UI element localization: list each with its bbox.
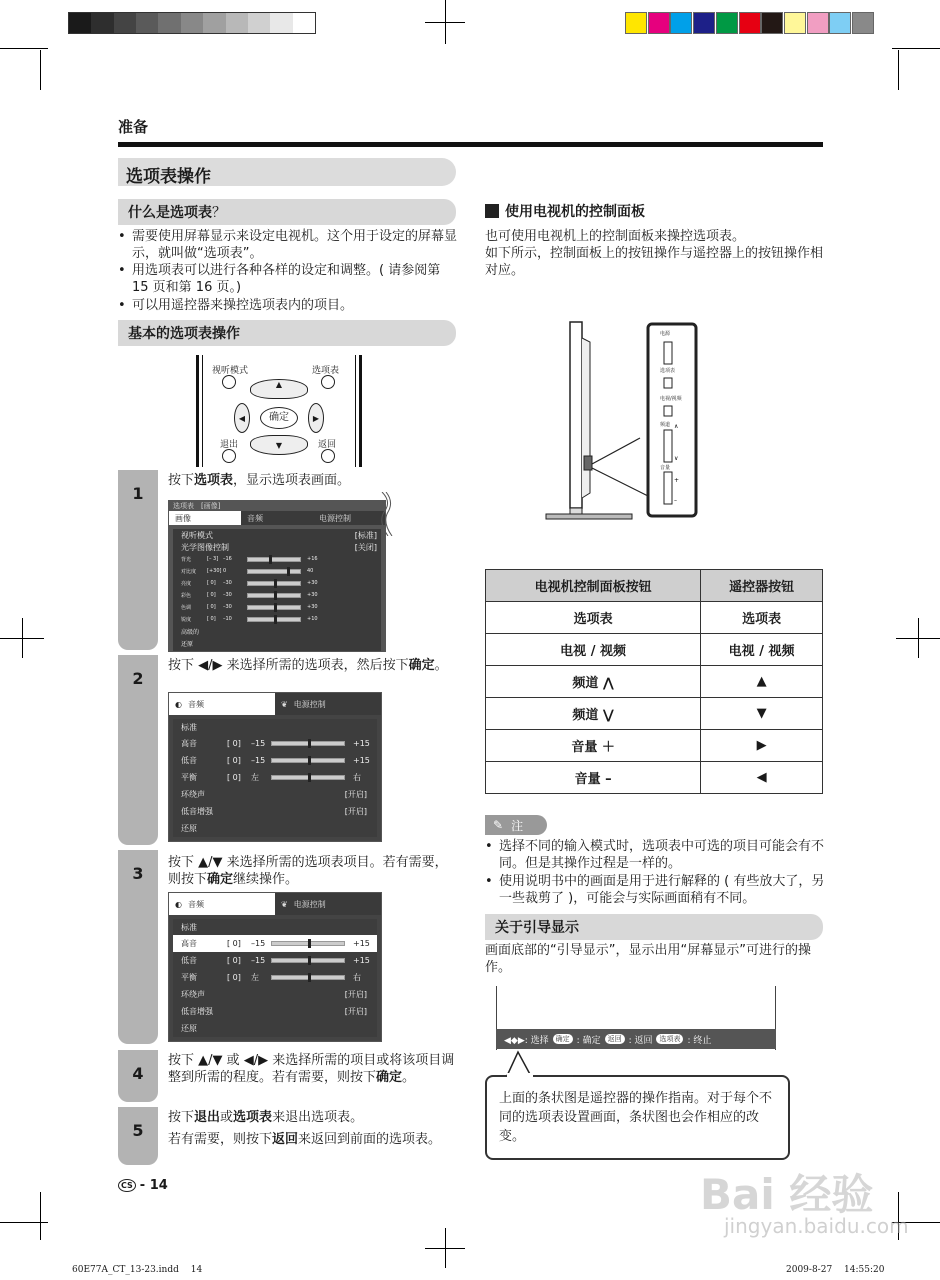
menu-row-value: [开启] bbox=[344, 1007, 367, 1016]
menu-row-value: [ 0] bbox=[227, 773, 241, 782]
menu-row bbox=[173, 1020, 377, 1037]
table-cell: 音量 ＋ bbox=[486, 730, 701, 762]
slider-min: –15 bbox=[251, 756, 266, 765]
guide-text: 画面底部的“引导显示”，显示出用“屏幕显示”可进行的操作。 bbox=[485, 943, 811, 975]
slider-track bbox=[247, 557, 301, 562]
menu-screenshot-audio-highlight bbox=[168, 892, 382, 1042]
exit-label: 退出 bbox=[220, 440, 239, 450]
step-tab-3 bbox=[118, 850, 158, 1044]
torn-edge-decoration bbox=[380, 492, 394, 536]
note-1: • 选择不同的输入模式时，选项表中可选的项目可能会有不同。但是其操作过程是一样的。 bbox=[485, 838, 825, 872]
menu-row-label: 还原 bbox=[181, 1024, 197, 1033]
audio-icon: ◐ bbox=[175, 899, 182, 909]
menu-slider-row bbox=[173, 952, 377, 969]
table-row bbox=[486, 634, 823, 666]
slider-min: –15 bbox=[251, 956, 266, 965]
menu-row-value: [关闭] bbox=[354, 542, 377, 552]
table-header: 电视机控制面板按钮 bbox=[486, 570, 701, 602]
tv-label-channel: 频道 bbox=[660, 422, 671, 428]
menu-row-value: [+30] bbox=[207, 568, 222, 574]
table-cell: 频道 ⋀ bbox=[486, 666, 701, 698]
menu-row-label: 平衡 bbox=[181, 973, 197, 982]
menu-row-value: [开启] bbox=[344, 990, 367, 999]
table-cell: 音量 – bbox=[486, 762, 701, 794]
slider-max: +15 bbox=[353, 739, 370, 748]
menu-slider-row bbox=[173, 752, 377, 769]
slider-min: –30 bbox=[223, 604, 232, 610]
tab-power: ❦ 电源控制 bbox=[275, 893, 381, 915]
menu-row-label: 对比度 bbox=[181, 568, 197, 575]
menu-row-label: 低音增强 bbox=[181, 807, 213, 816]
menu-row bbox=[173, 786, 377, 803]
table-cell: ◀ bbox=[701, 762, 823, 794]
tab-power: 电源控制 bbox=[313, 511, 385, 525]
basic-heading: 基本的选项表操作 bbox=[118, 320, 456, 346]
menu-slider-row bbox=[173, 735, 377, 752]
square-bullet-icon bbox=[485, 204, 499, 218]
menu-row-value: [ 0] bbox=[227, 739, 241, 748]
table-cell: ▶ bbox=[701, 730, 823, 762]
table-cell: 电视 / 视频 bbox=[486, 634, 701, 666]
slider-max: +30 bbox=[307, 580, 318, 586]
note-2: • 使用说明书中的画面是用于进行解释的 ( 有些放大了，另一些裁剪了 )，可能会与实际画面稍有不同。 bbox=[485, 873, 825, 907]
menu-row-label: 低音 bbox=[181, 956, 197, 965]
bullet-3: • 可以用遥控器来操控选项表内的项目。 bbox=[118, 297, 458, 314]
bullet-2: • 用选项表可以进行各种各样的设定和调整。( 请参阅第 15 页和第 16 页。) bbox=[118, 262, 458, 296]
menu-row-label: 高音 bbox=[181, 739, 197, 748]
step-number: 4 bbox=[132, 1064, 144, 1083]
tab-audio: ◐ 音频 bbox=[169, 893, 275, 915]
menu-row bbox=[173, 803, 377, 820]
slider-knob bbox=[274, 579, 277, 588]
page-number: CS - 14 bbox=[118, 1178, 168, 1193]
table-header: 遥控器按钮 bbox=[701, 570, 823, 602]
menu-row-value: [ 0] bbox=[207, 616, 216, 622]
color-swatch bbox=[739, 12, 761, 34]
tab-picture: 画像 bbox=[169, 511, 241, 525]
color-swatch bbox=[807, 12, 829, 34]
slider-knob bbox=[308, 973, 311, 982]
menu-slider-row bbox=[173, 969, 377, 986]
svg-text:∧: ∧ bbox=[674, 423, 679, 430]
cs-badge: CS bbox=[118, 1179, 136, 1192]
color-swatch bbox=[852, 12, 874, 34]
tab-audio: 音频 bbox=[241, 511, 313, 525]
remote-illustration bbox=[196, 355, 362, 467]
audio-icon: ◐ bbox=[175, 699, 182, 709]
ok-button: 确定 bbox=[260, 407, 298, 429]
watermark-brand: Bai 经验 bbox=[700, 1170, 874, 1219]
table-row bbox=[486, 602, 823, 634]
slider-knob bbox=[274, 603, 277, 612]
leaf-icon: ❦ bbox=[281, 899, 288, 909]
panel-text-2: 如下所示，控制面板上的按钮操作与遥控器上的按钮操作相对应。 bbox=[485, 246, 824, 278]
menu-row-value: [ 0] bbox=[227, 956, 241, 965]
color-swatch bbox=[670, 12, 692, 34]
menu-row-label: 光学图像控制 bbox=[181, 542, 229, 552]
guide-bar: ◀◆▶: 选择 确定 : 确定 返回 : 返回 选项表 : 终止 bbox=[496, 1029, 776, 1049]
slider-min: –15 bbox=[251, 739, 266, 748]
menu-row-label: 标准 bbox=[181, 922, 197, 932]
callout-box: 上面的条状图是遥控器的操作指南。对于每个不同的选项表设置画面，条状图也会作相应的改变。 bbox=[485, 1075, 790, 1160]
paperclip-icon: ✎ bbox=[493, 818, 504, 832]
slider-track bbox=[247, 581, 301, 586]
menu-row-label: 高级的 bbox=[181, 628, 200, 636]
slider-min: –15 bbox=[251, 939, 266, 948]
slider-min: –30 bbox=[223, 580, 232, 586]
down-button: ▼ bbox=[250, 435, 308, 455]
grayscale-bar bbox=[68, 12, 316, 34]
menu-row-label: 还原 bbox=[181, 824, 197, 833]
header-rule bbox=[118, 142, 823, 147]
slider-max: +30 bbox=[307, 604, 318, 610]
tab-audio: ◐ 音频 bbox=[169, 693, 275, 715]
guide-heading: 关于引导显示 bbox=[485, 914, 823, 940]
tv-label-tv-video: 电视/视频 bbox=[660, 396, 682, 402]
slider-min: –10 bbox=[223, 616, 232, 622]
menu-button bbox=[321, 375, 335, 389]
slider-knob bbox=[274, 591, 277, 600]
step-1-text: 按下选项表，显示选项表画面。 bbox=[168, 473, 351, 488]
step-tab-5 bbox=[118, 1107, 158, 1165]
menu-slider-row bbox=[173, 769, 377, 786]
left-button: ◀ bbox=[234, 403, 250, 433]
slider-track bbox=[247, 617, 301, 622]
svg-text:+: + bbox=[674, 477, 680, 484]
step-5-extra: 若有需要，则按下返回来返回到前面的选项表。 bbox=[168, 1132, 442, 1147]
step-4-text: 按下 ▲/▼ 或 ◀/▶ 来选择所需的项目或将该项目调整到所需的程度。若有需要，则按下确定。 bbox=[168, 1053, 455, 1085]
watermark-url: jingyan.baidu.com bbox=[724, 1214, 909, 1238]
menu-row-value: [开启] bbox=[344, 807, 367, 816]
color-swatch bbox=[784, 12, 806, 34]
menu-row-label: 高音 bbox=[181, 939, 197, 948]
menu-row bbox=[173, 1003, 377, 1020]
step-number: 3 bbox=[132, 864, 144, 883]
back-label: 返回 bbox=[318, 440, 337, 450]
table-row bbox=[486, 666, 823, 698]
color-swatch bbox=[761, 12, 783, 34]
table-cell: 频道 ⋁ bbox=[486, 698, 701, 730]
exit-button bbox=[222, 449, 236, 463]
slider-knob bbox=[287, 567, 290, 576]
menu-row-label: 亮度 bbox=[181, 580, 192, 587]
menu-slider-row bbox=[173, 589, 381, 601]
menu-slider-row bbox=[173, 553, 381, 565]
menu-title: 选项表 [画像] bbox=[173, 502, 221, 510]
page-title: 选项表操作 bbox=[118, 158, 456, 186]
step-5-text: 按下退出或选项表来退出选项表。 bbox=[168, 1110, 364, 1125]
step-number: 5 bbox=[132, 1121, 144, 1140]
color-swatch bbox=[625, 12, 647, 34]
panel-heading: 使用电视机的控制面板 bbox=[485, 201, 645, 221]
footer-file: 60E77A_CT_13-23.indd 14 bbox=[72, 1265, 203, 1275]
menu-screenshot-audio bbox=[168, 692, 382, 842]
menu-row-label: 环绕声 bbox=[181, 790, 205, 799]
table-cell: 电视 / 视频 bbox=[701, 634, 823, 666]
table-cell: 选项表 bbox=[701, 602, 823, 634]
color-swatch bbox=[716, 12, 738, 34]
menu-row bbox=[173, 986, 377, 1003]
step-2-text: 按下 ◀/▶ 来选择所需的选项表，然后按下确定。 bbox=[168, 658, 448, 673]
leaf-icon: ❦ bbox=[281, 699, 288, 709]
slider-max: +15 bbox=[353, 756, 370, 765]
slider-max: 40 bbox=[307, 568, 314, 574]
panel-text-1: 也可使用电视机上的控制面板来操控选项表。 bbox=[485, 229, 746, 244]
slider-knob bbox=[308, 739, 311, 748]
menu-row-value: [ 0] bbox=[227, 756, 241, 765]
color-swatch bbox=[829, 12, 851, 34]
slider-min: 0 bbox=[223, 568, 227, 574]
av-mode-label: 视听模式 bbox=[212, 366, 249, 376]
slider-track bbox=[271, 941, 345, 946]
slider-max: +15 bbox=[353, 939, 370, 948]
tv-label-power: 电源 bbox=[660, 331, 671, 337]
slider-knob bbox=[308, 939, 311, 948]
menu-row-label: 环绕声 bbox=[181, 990, 205, 999]
menu-row-label: 低音增强 bbox=[181, 1007, 213, 1016]
slider-track bbox=[271, 958, 345, 963]
table-row bbox=[486, 698, 823, 730]
button-mapping-table bbox=[485, 569, 823, 794]
color-swatch bbox=[693, 12, 715, 34]
slider-track bbox=[271, 775, 345, 780]
menu-row-value: [– 3] bbox=[207, 556, 219, 562]
tv-side-illustration bbox=[540, 318, 705, 523]
menu-row-label: 平衡 bbox=[181, 773, 197, 782]
menu-row-label: 彩色 bbox=[181, 592, 192, 599]
slider-max: 右 bbox=[353, 973, 361, 982]
footer-date: 2009-8-27 14:55:20 bbox=[786, 1265, 885, 1275]
slider-max: +15 bbox=[353, 956, 370, 965]
menu-slider-row bbox=[173, 613, 381, 625]
step-3-text: 按下 ▲/▼ 来选择所需的选项表项目。若有需要，则按下确定继续操作。 bbox=[168, 855, 448, 887]
menu-row-value: [ 0] bbox=[227, 939, 241, 948]
table-row bbox=[486, 762, 823, 794]
menu-row-value: [标准] bbox=[354, 530, 377, 540]
step-number: 2 bbox=[132, 669, 144, 688]
table-row bbox=[486, 730, 823, 762]
table-cell: 选项表 bbox=[486, 602, 701, 634]
menu-row-value: [ 0] bbox=[207, 592, 216, 598]
table-cell: ▲ bbox=[701, 666, 823, 698]
slider-min: –30 bbox=[223, 592, 232, 598]
menu-slider-row bbox=[173, 601, 381, 613]
slider-min: 左 bbox=[251, 973, 259, 982]
slider-min: 左 bbox=[251, 773, 259, 782]
color-swatch bbox=[648, 12, 670, 34]
step-tab-2 bbox=[118, 655, 158, 845]
svg-text:∨: ∨ bbox=[674, 455, 679, 462]
menu-label: 选项表 bbox=[312, 366, 340, 376]
right-button: ▶ bbox=[308, 403, 324, 433]
slider-track bbox=[247, 605, 301, 610]
step-number: 1 bbox=[132, 484, 144, 503]
slider-max: +30 bbox=[307, 592, 318, 598]
slider-min: –16 bbox=[223, 556, 232, 562]
menu-row-label: 锐度 bbox=[181, 616, 192, 623]
slider-max: 右 bbox=[353, 773, 361, 782]
up-button: ▲ bbox=[250, 379, 308, 399]
menu-row-value: [ 0] bbox=[227, 973, 241, 982]
tab-power: ❦ 电源控制 bbox=[275, 693, 381, 715]
section-header: 准备 bbox=[118, 118, 149, 136]
tv-label-volume: 音量 bbox=[660, 465, 671, 471]
slider-knob bbox=[308, 773, 311, 782]
slider-track bbox=[271, 741, 345, 746]
svg-text:–: – bbox=[674, 497, 677, 504]
slider-track bbox=[271, 975, 345, 980]
av-mode-button bbox=[222, 375, 236, 389]
slider-track bbox=[247, 569, 301, 574]
menu-row-label: 还原 bbox=[181, 640, 194, 648]
menu-row-value: [ 0] bbox=[207, 580, 216, 586]
tv-label-menu: 选项表 bbox=[660, 368, 676, 374]
menu-row-label: 标准 bbox=[181, 722, 197, 732]
slider-max: +10 bbox=[307, 616, 318, 622]
back-button bbox=[321, 449, 335, 463]
note-label: ✎ 注 bbox=[485, 815, 547, 835]
menu-row-value: [开启] bbox=[344, 790, 367, 799]
step-tab-4 bbox=[118, 1050, 158, 1102]
menu-screenshot-picture bbox=[168, 500, 386, 652]
menu-slider-row bbox=[173, 577, 381, 589]
menu-slider-row bbox=[173, 935, 377, 952]
slider-knob bbox=[274, 615, 277, 624]
slider-track bbox=[247, 593, 301, 598]
slider-knob bbox=[308, 956, 311, 965]
menu-row bbox=[173, 820, 377, 837]
slider-knob bbox=[308, 756, 311, 765]
slider-knob bbox=[269, 555, 272, 564]
menu-row-label: 色调 bbox=[181, 604, 192, 611]
slider-max: +16 bbox=[307, 556, 318, 562]
step-tab-1 bbox=[118, 470, 158, 650]
menu-row-label: 背光 bbox=[181, 556, 192, 563]
menu-row-label: 低音 bbox=[181, 756, 197, 765]
menu-row-label: 视听模式 bbox=[181, 530, 213, 540]
table-cell: ▼ bbox=[701, 698, 823, 730]
what-heading: 什么是选项表？ bbox=[118, 199, 456, 225]
bullet-1: • 需要使用屏幕显示来设定电视机。这个用于设定的屏幕显示，就叫做“选项表”。 bbox=[118, 228, 458, 262]
menu-slider-row bbox=[173, 565, 381, 577]
menu-row-value: [ 0] bbox=[207, 604, 216, 610]
slider-track bbox=[271, 758, 345, 763]
